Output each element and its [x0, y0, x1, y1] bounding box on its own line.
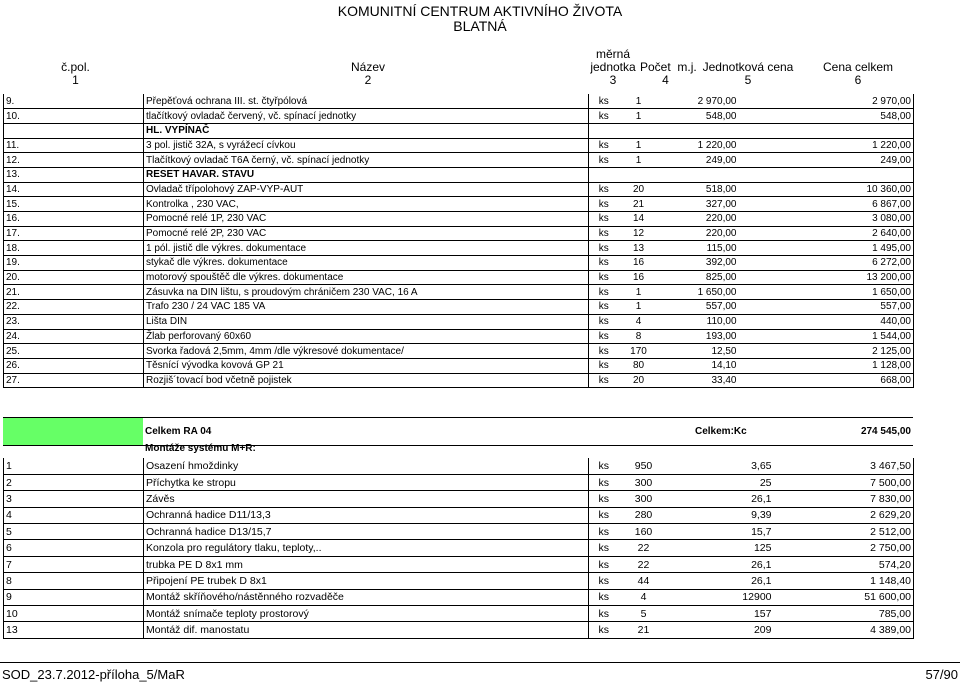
item-qty: 12: [619, 226, 659, 241]
summary-spacer: [3, 418, 143, 446]
item-name: 3 pol. jistič 32A, s vyrážecí cívkou: [144, 138, 589, 153]
item-total: 10 360,00: [739, 182, 914, 197]
item-name: 1 pól. jistič dle výkres. dokumentace: [144, 241, 589, 256]
item-name: Pomocné relé 2P, 230 VAC: [144, 226, 589, 241]
item-unit: ks: [589, 458, 619, 474]
item-number: 6: [4, 540, 144, 556]
section2-heading: Montáže systému M+R:: [145, 443, 256, 454]
item-price: 14,10: [659, 358, 739, 373]
item-price: 25: [669, 474, 774, 490]
item-unit: ks: [589, 373, 619, 388]
document-subtitle: BLATNÁ: [453, 18, 507, 34]
item-qty: 21: [619, 197, 659, 212]
item-total: 548,00: [739, 109, 914, 124]
header-num-3: 3: [609, 73, 617, 87]
item-price: 26,1: [669, 556, 774, 572]
item-unit: ks: [589, 138, 619, 153]
item-number: 25.: [4, 344, 144, 359]
header-num-5: 5: [744, 73, 752, 87]
item-number: 8: [4, 573, 144, 589]
header-nazev: Název: [350, 60, 385, 74]
item-qty: 300: [619, 474, 669, 490]
item-qty: 8: [619, 329, 659, 344]
item-name: Montáž snímače teploty prostorový: [144, 606, 589, 622]
item-name: Montáž skříňového/nástěnného rozvaděče: [144, 589, 589, 605]
table-row: [4, 606, 914, 622]
item-number: 10.: [4, 109, 144, 124]
item-qty: 170: [619, 344, 659, 359]
item-total: 249,00: [739, 153, 914, 168]
item-total: 2 970,00: [739, 94, 914, 109]
item-name: Osazení hmoždinky: [144, 458, 589, 474]
item-total: 3 467,50: [774, 458, 914, 474]
item-unit: ks: [589, 507, 619, 523]
item-unit: ks: [589, 197, 619, 212]
item-price: 2 970,00: [659, 94, 739, 109]
item-qty: 22: [619, 556, 669, 572]
item-name: Příchytka ke stropu: [144, 474, 589, 490]
header-num-4: 4: [662, 73, 669, 87]
item-qty: 950: [619, 458, 669, 474]
item-number: 13: [4, 622, 144, 638]
item-name: Kontrolka , 230 VAC,: [144, 197, 589, 212]
summary-row: [3, 417, 913, 446]
footer-divider: [0, 662, 960, 663]
item-name: Montáž dif. manostatu: [144, 622, 589, 638]
item-qty: 20: [619, 182, 659, 197]
item-number: 9: [4, 589, 144, 605]
column-headers: [3, 48, 913, 87]
item-price: 249,00: [659, 153, 739, 168]
item-name: Lišta DIN: [144, 314, 589, 329]
item-price: 110,00: [659, 314, 739, 329]
table-row: [4, 573, 914, 589]
item-price: 12,50: [659, 344, 739, 359]
item-total: 2 640,00: [739, 226, 914, 241]
item-number: 13.: [4, 167, 144, 182]
table-row: [4, 622, 914, 638]
item-number: 22.: [4, 300, 144, 315]
item-total: [739, 123, 914, 138]
item-qty: 44: [619, 573, 669, 589]
table-row: [4, 256, 914, 271]
items-table: [3, 94, 914, 388]
item-number: 5: [4, 524, 144, 540]
item-unit: ks: [589, 556, 619, 572]
item-number: [4, 123, 144, 138]
table-row: [4, 153, 914, 168]
table-row: [4, 138, 914, 153]
item-price: 157: [669, 606, 774, 622]
table-row: [4, 540, 914, 556]
item-price: 392,00: [659, 256, 739, 271]
table-row: [4, 507, 914, 523]
item-total: 4 389,00: [774, 622, 914, 638]
item-total: 3 080,00: [739, 212, 914, 227]
item-number: 23.: [4, 314, 144, 329]
table-row: [4, 285, 914, 300]
item-number: 19.: [4, 256, 144, 271]
item-name: Pomocné relé 1P, 230 VAC: [144, 212, 589, 227]
table-row: [4, 270, 914, 285]
item-price: 1 220,00: [659, 138, 739, 153]
item-total: 1 148,40: [774, 573, 914, 589]
item-qty: 22: [619, 540, 669, 556]
item-unit: ks: [589, 314, 619, 329]
item-price: 26,1: [669, 491, 774, 507]
item-unit: ks: [589, 109, 619, 124]
item-unit: ks: [589, 329, 619, 344]
item-number: 21.: [4, 285, 144, 300]
table-row: [4, 344, 914, 359]
item-name: Těsnící vývodka kovová GP 21: [144, 358, 589, 373]
item-qty: [619, 167, 659, 182]
item-price: 193,00: [659, 329, 739, 344]
item-unit: ks: [589, 182, 619, 197]
header-num-2: 2: [364, 73, 372, 87]
item-unit: ks: [589, 153, 619, 168]
item-total: 6 867,00: [739, 197, 914, 212]
item-number: 14.: [4, 182, 144, 197]
item-name: Ochranná hadice D13/15,7: [144, 524, 589, 540]
item-qty: 21: [619, 622, 669, 638]
item-number: 24.: [4, 329, 144, 344]
item-price: 26,1: [669, 573, 774, 589]
table-row: [4, 373, 914, 388]
item-name: Konzola pro regulátory tlaku, teploty,..: [144, 540, 589, 556]
item-number: 10: [4, 606, 144, 622]
item-total: 2 750,00: [774, 540, 914, 556]
item-number: 16.: [4, 212, 144, 227]
item-price: 9,39: [669, 507, 774, 523]
item-price: 3,65: [669, 458, 774, 474]
table-row: [4, 197, 914, 212]
summary-label2: Celkem:Kc: [693, 418, 798, 446]
item-total: 574,20: [774, 556, 914, 572]
item-name: Svorka řadová 2,5mm, 4mm /dle výkresové dokumentace/: [144, 344, 589, 359]
item-total: 2 512,00: [774, 524, 914, 540]
item-qty: [619, 123, 659, 138]
item-price: 33,40: [659, 373, 739, 388]
summary-spacer2: [593, 418, 693, 446]
item-qty: 300: [619, 491, 669, 507]
footer-page-number: 57/90: [925, 667, 958, 682]
item-total: 2 629,20: [774, 507, 914, 523]
footer-document-id: SOD_23.7.2012-příloha_5/MaR: [2, 667, 185, 682]
item-name: Trafo 230 / 24 VAC 185 VA: [144, 300, 589, 315]
item-price: [659, 167, 739, 182]
item-price: 125: [669, 540, 774, 556]
item-qty: 13: [619, 241, 659, 256]
item-name: tlačítkový ovladač červený, vč. spínací jednotky: [144, 109, 589, 124]
item-name: Připojení PE trubek D 8x1: [144, 573, 589, 589]
item-name: Zásuvka na DIN lištu, s proudovým chráničem 230 VAC, 16 A: [144, 285, 589, 300]
item-unit: ks: [589, 226, 619, 241]
table-row: [4, 358, 914, 373]
item-unit: ks: [589, 94, 619, 109]
item-price: 327,00: [659, 197, 739, 212]
item-price: 15,7: [669, 524, 774, 540]
item-price: [659, 123, 739, 138]
item-qty: 1: [619, 300, 659, 315]
item-total: 1 495,00: [739, 241, 914, 256]
header-num-1: 1: [72, 73, 79, 87]
item-number: 11.: [4, 138, 144, 153]
item-unit: ks: [589, 573, 619, 589]
item-number: 3: [4, 491, 144, 507]
item-name: Rozjiš´tovací bod včetně pojistek: [144, 373, 589, 388]
header-num-6: 6: [854, 73, 862, 87]
item-total: 1 128,00: [739, 358, 914, 373]
item-total: 557,00: [739, 300, 914, 315]
table-row: [4, 556, 914, 572]
table-row: [4, 182, 914, 197]
item-unit: ks: [589, 622, 619, 638]
section-heading-table: [3, 443, 913, 454]
table-row: [4, 167, 914, 182]
summary-total: 274 545,00: [798, 418, 913, 446]
table-row: [4, 524, 914, 540]
item-unit: [589, 167, 619, 182]
item-unit: ks: [589, 474, 619, 490]
item-unit: [589, 123, 619, 138]
header-merna: měrná jednotka: [590, 47, 636, 74]
item-total: 1 220,00: [739, 138, 914, 153]
item-price: 825,00: [659, 270, 739, 285]
item-number: 7: [4, 556, 144, 572]
item-price: 557,00: [659, 300, 739, 315]
item-number: 27.: [4, 373, 144, 388]
item-total: 440,00: [739, 314, 914, 329]
item-price: 548,00: [659, 109, 739, 124]
item-price: 209: [669, 622, 774, 638]
item-unit: ks: [589, 358, 619, 373]
item-total: [739, 167, 914, 182]
item-qty: 14: [619, 212, 659, 227]
item-number: 20.: [4, 270, 144, 285]
item-total: 51 600,00: [774, 589, 914, 605]
item-price: 12900: [669, 589, 774, 605]
item-unit: ks: [589, 212, 619, 227]
item-name: motorový spouštěč dle výkres. dokumentace: [144, 270, 589, 285]
item-number: 12.: [4, 153, 144, 168]
item-name: Přepěťová ochrana III. st. čtyřpólová: [144, 94, 589, 109]
item-qty: 5: [619, 606, 669, 622]
header-cpol: č.pol.: [61, 60, 90, 74]
header-jedcena: Jednotková cena: [702, 60, 794, 74]
item-unit: ks: [589, 300, 619, 315]
table-row: [4, 300, 914, 315]
montaze-table: [3, 458, 914, 639]
item-name: RESET HAVAR. STAVU: [144, 167, 589, 182]
table-row: [4, 212, 914, 227]
item-qty: 1: [619, 153, 659, 168]
table-row: [4, 458, 914, 474]
item-qty: 4: [619, 314, 659, 329]
item-number: 1: [4, 458, 144, 474]
item-name: HL. VYPÍNAČ: [144, 123, 589, 138]
table-row: [4, 226, 914, 241]
item-unit: ks: [589, 256, 619, 271]
item-total: 6 272,00: [739, 256, 914, 271]
item-name: Ochranná hadice D11/13,3: [144, 507, 589, 523]
item-unit: ks: [589, 524, 619, 540]
header-cenacelkem: Cena celkem: [822, 60, 894, 74]
table-row: [4, 94, 914, 109]
item-unit: ks: [589, 589, 619, 605]
table-row: [4, 589, 914, 605]
item-number: 17.: [4, 226, 144, 241]
item-unit: ks: [589, 491, 619, 507]
item-number: 2: [4, 474, 144, 490]
item-unit: ks: [589, 285, 619, 300]
item-price: 220,00: [659, 226, 739, 241]
document-title: KOMUNITNÍ CENTRUM AKTIVNÍHO ŽIVOTA: [337, 3, 623, 19]
item-unit: ks: [589, 540, 619, 556]
item-qty: 4: [619, 589, 669, 605]
item-qty: 160: [619, 524, 669, 540]
item-name: Žlab perforovaný 60x60: [144, 329, 589, 344]
item-number: 9.: [4, 94, 144, 109]
item-total: 1 544,00: [739, 329, 914, 344]
item-unit: ks: [589, 606, 619, 622]
item-qty: 80: [619, 358, 659, 373]
item-name: Tlačítkový ovladač T6A černý, vč. spínací jednotky: [144, 153, 589, 168]
item-price: 1 650,00: [659, 285, 739, 300]
item-name: stykač dle výkres. dokumentace: [144, 256, 589, 271]
table-row: [4, 241, 914, 256]
item-number: 15.: [4, 197, 144, 212]
item-number: 26.: [4, 358, 144, 373]
table-row: [4, 123, 914, 138]
item-unit: ks: [589, 270, 619, 285]
item-total: 1 650,00: [739, 285, 914, 300]
table-row: [4, 474, 914, 490]
item-unit: ks: [589, 344, 619, 359]
item-price: 220,00: [659, 212, 739, 227]
item-total: 668,00: [739, 373, 914, 388]
item-total: 7 500,00: [774, 474, 914, 490]
item-total: 785,00: [774, 606, 914, 622]
table-row: [4, 491, 914, 507]
item-total: 7 830,00: [774, 491, 914, 507]
item-qty: 1: [619, 285, 659, 300]
item-name: trubka PE D 8x1 mm: [144, 556, 589, 572]
summary-label: Celkem RA 04: [143, 418, 593, 446]
item-name: Závěs: [144, 491, 589, 507]
item-qty: 16: [619, 270, 659, 285]
item-qty: 16: [619, 256, 659, 271]
table-row: [4, 314, 914, 329]
item-name: Ovladač třípolohový ZAP-VYP-AUT: [144, 182, 589, 197]
item-qty: 1: [619, 94, 659, 109]
item-qty: 280: [619, 507, 669, 523]
header-pocet: Počet m.j.: [640, 60, 697, 74]
item-qty: 1: [619, 109, 659, 124]
item-total: 2 125,00: [739, 344, 914, 359]
table-row: [4, 109, 914, 124]
table-row: [4, 329, 914, 344]
item-qty: 20: [619, 373, 659, 388]
item-price: 115,00: [659, 241, 739, 256]
item-number: 18.: [4, 241, 144, 256]
item-qty: 1: [619, 138, 659, 153]
item-total: 13 200,00: [739, 270, 914, 285]
item-unit: ks: [589, 241, 619, 256]
item-number: 4: [4, 507, 144, 523]
item-price: 518,00: [659, 182, 739, 197]
